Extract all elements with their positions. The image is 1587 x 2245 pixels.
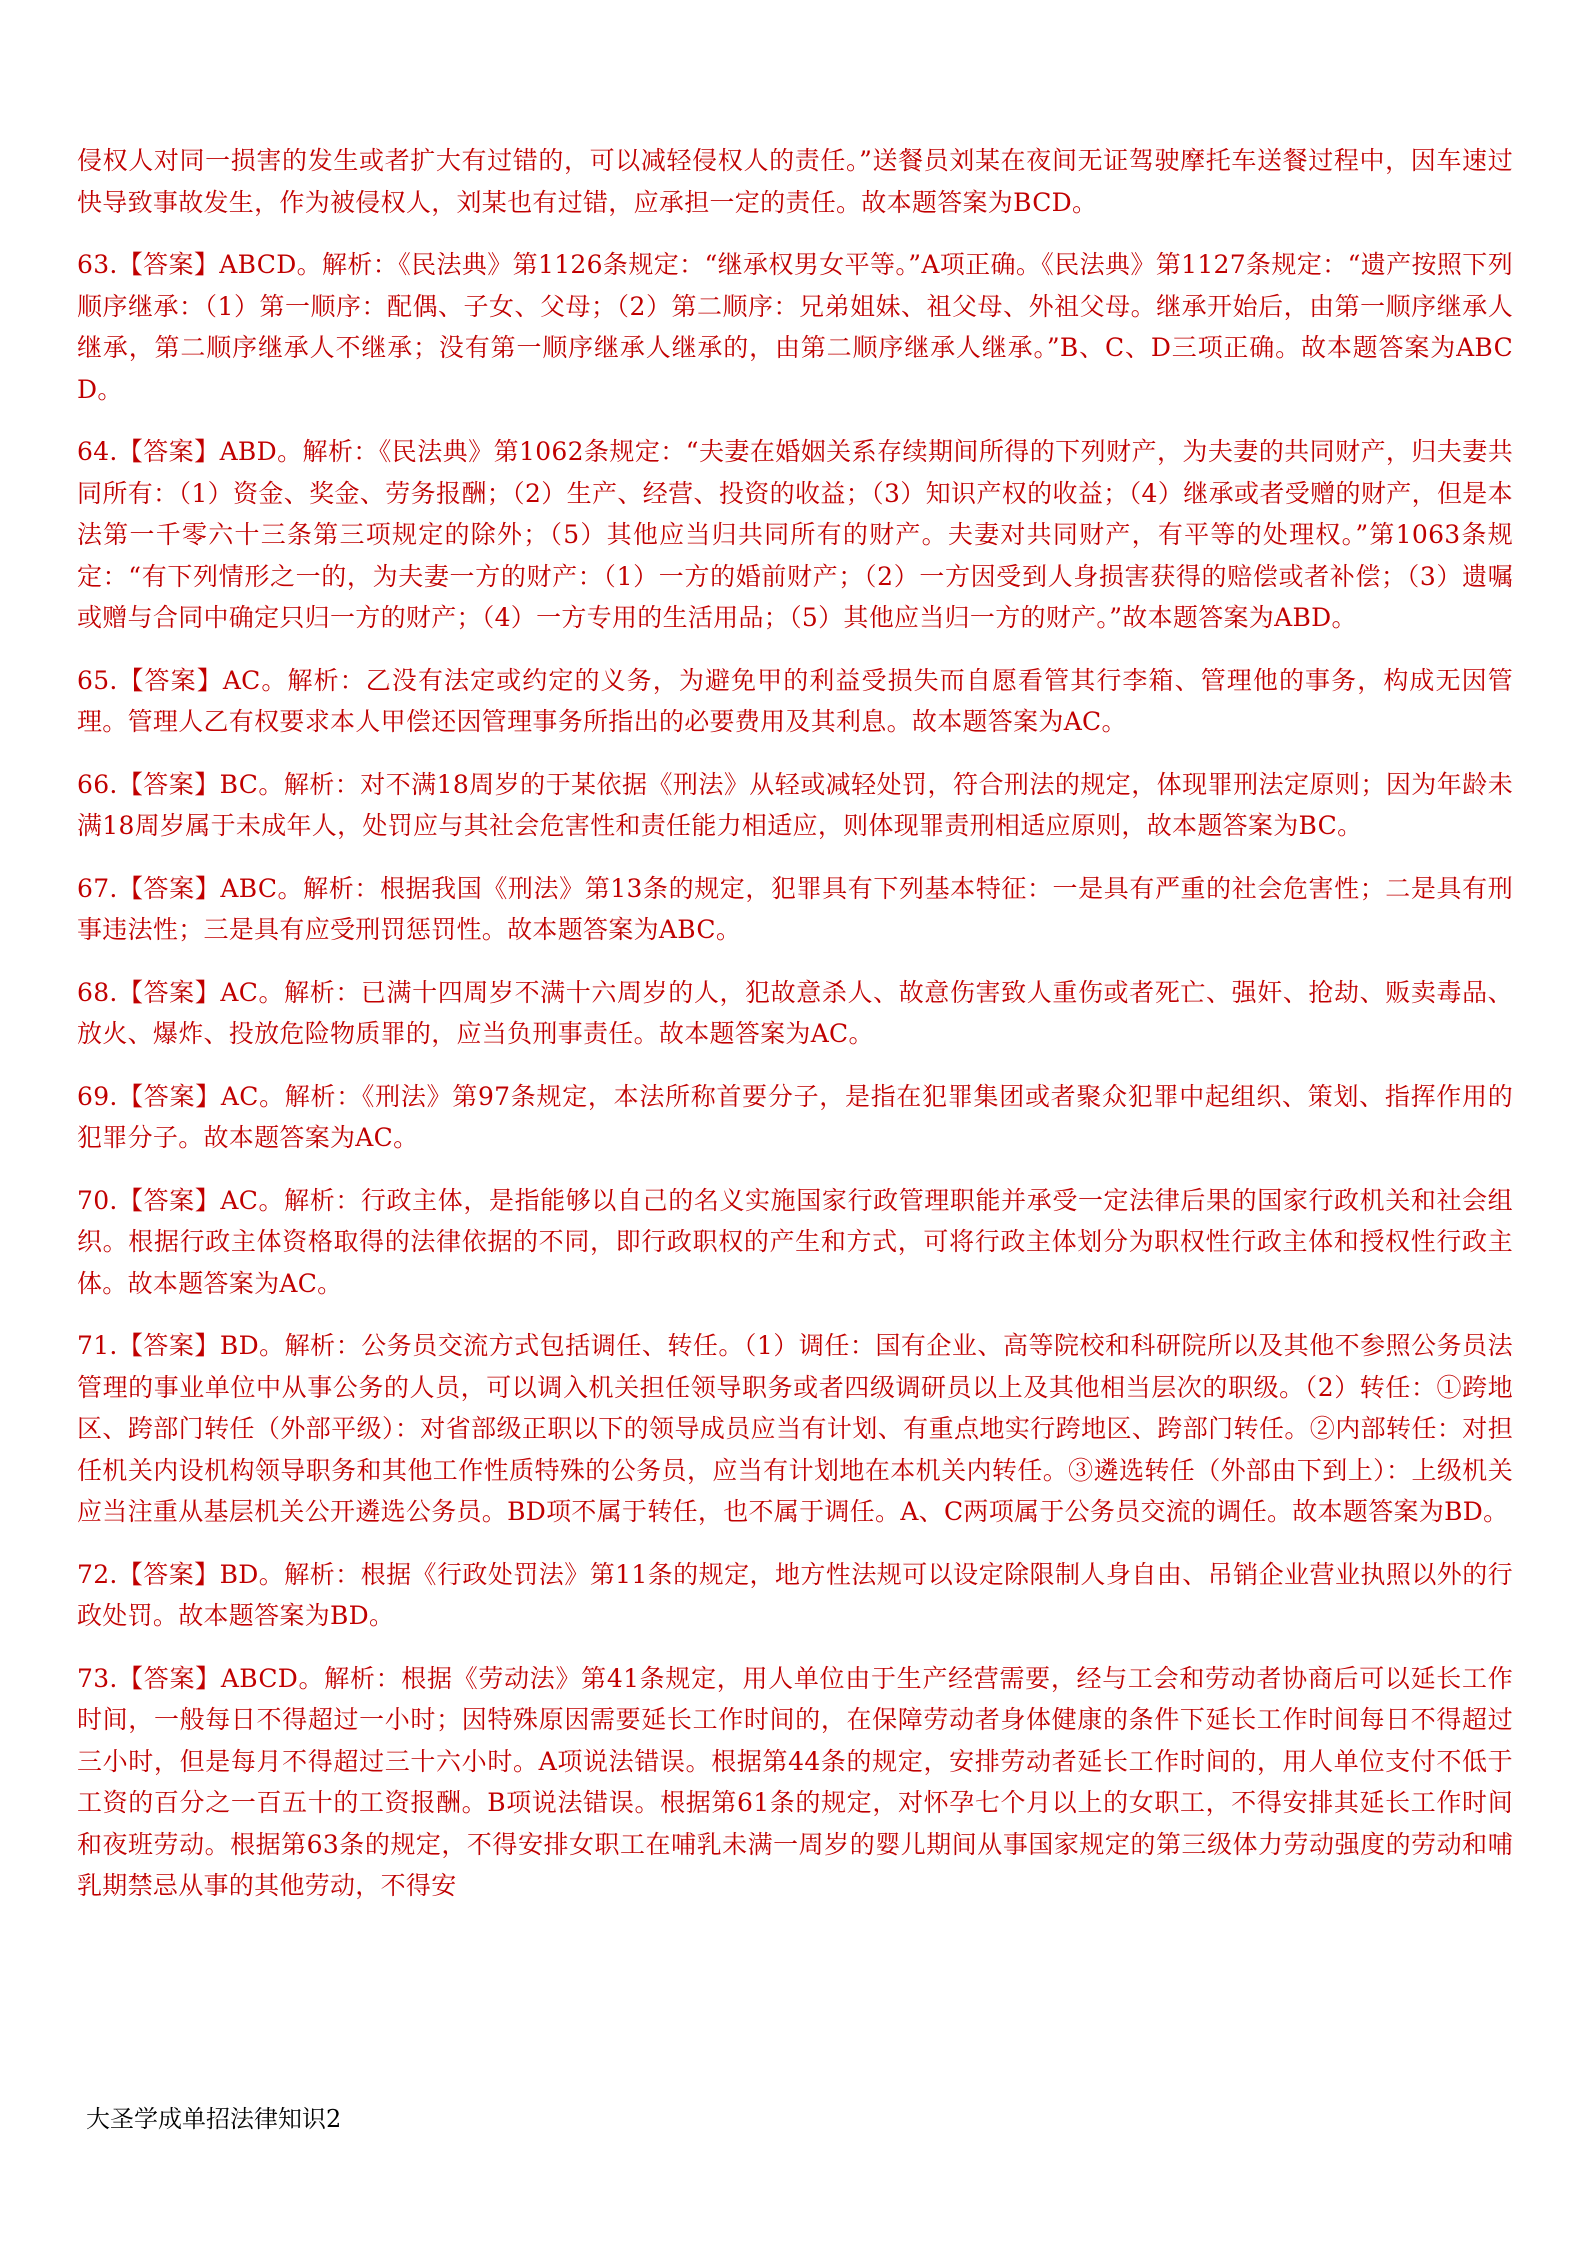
answer-65: 65.【答案】AC。解析：乙没有法定或约定的义务，为避免甲的利益受损失而自愿看管其行李箱、管理他的事务，构成无因管理。管理人乙有权要求本人甲偿还因管理事务所指出的必要费用及其利息。故本题答案为AC。	[77, 665, 1513, 736]
answer-69: 69.【答案】AC。解析：《刑法》第97条规定，本法所称首要分子，是指在犯罪集团或者聚众犯罪中起组织、策划、指挥作用的犯罪分子。故本题答案为AC。	[77, 1081, 1513, 1152]
answer-64: 64.【答案】ABD。解析：《民法典》第1062条规定：“夫妻在婚姻关系存续期间所得的下列财产，为夫妻的共同财产，归夫妻共同所有：（1）资金、奖金、劳务报酬；（2）生产、经营、投资的收益；（3）知识产权的收益；（4）继承或者受赠的财产，但是本法第一千零六十三条第三项规定的除外；（5）其他应当归共同所有的财产。夫妻对共同财产，有平等的处理权。”第1063条规定：“有下列情形之一的，为夫妻一方的财产：（1）一方的婚前财产；（2）一方因受到人身损害获得的赔偿或者补偿；（3）遗嘱或赠与合同中确定只归一方的财产；（4）一方专用的生活用品；（5）其他应当归一方的财产。”故本题答案为ABD。	[77, 437, 1513, 632]
paragraph-continuation: 侵权人对同一损害的发生或者扩大有过错的，可以减轻侵权人的责任。”送餐员刘某在夜间无证驾驶摩托车送餐过程中，因车速过快导致事故发生，作为被侵权人，刘某也有过错，应承担一定的责任。故本题答案为BCD。	[77, 146, 1513, 217]
answer-67: 67.【答案】ABC。解析：根据我国《刑法》第13条的规定，犯罪具有下列基本特征：一是具有严重的社会危害性；二是具有刑事违法性；三是具有应受刑罚惩罚性。故本题答案为ABC。	[77, 873, 1513, 944]
answer-71: 71.【答案】BD。解析：公务员交流方式包括调任、转任。（1）调任：国有企业、高等院校和科研院所以及其他不参照公务员法管理的事业单位中从事公务的人员，可以调入机关担任领导职务或者四级调研员以上及其他相当层次的职级。（2）转任：①跨地区、跨部门转任（外部平级）：对省部级正职以下的领导成员应当有计划、有重点地实行跨地区、跨部门转任。②内部转任：对担任机关内设机构领导职务和其他工作性质特殊的公务员，应当有计划地在本机关内转任。③遴选转任（外部由下到上）：上级机关应当注重从基层机关公开遴选公务员。BD项不属于转任，也不属于调任。A、C两项属于公务员交流的调任。故本题答案为BD。	[77, 1331, 1513, 1526]
answer-explanations	[77, 140, 1513, 1907]
page-footer: 大圣学成单招法律知识2	[86, 2105, 342, 2133]
answer-63: 63.【答案】ABCD。解析：《民法典》第1126条规定：“继承权男女平等。”A项正确。《民法典》第1127条规定：“遗产按照下列顺序继承：（1）第一顺序：配偶、子女、父母；（2）第二顺序：兄弟姐妹、祖父母、外祖父母。继承开始后，由第一顺序继承人继承，第二顺序继承人不继承；没有第一顺序继承人继承的，由第二顺序继承人继承。”B、C、D三项正确。故本题答案为ABCD。	[77, 250, 1513, 404]
answer-73: 73.【答案】ABCD。解析：根据《劳动法》第41条规定，用人单位由于生产经营需要，经与工会和劳动者协商后可以延长工作时间，一般每日不得超过一小时；因特殊原因需要延长工作时间的，在保障劳动者身体健康的条件下延长工作时间每日不得超过三小时，但是每月不得超过三十六小时。A项说法错误。根据第44条的规定，安排劳动者延长工作时间的，用人单位支付不低于工资的百分之一百五十的工资报酬。B项说法错误。根据第61条的规定，对怀孕七个月以上的女职工，不得安排其延长工作时间和夜班劳动。根据第63条的规定，不得安排女职工在哺乳未满一周岁的婴儿期间从事国家规定的第三级体力劳动强度的劳动和哺乳期禁忌从事的其他劳动，不得安	[77, 1663, 1513, 1900]
answer-68: 68.【答案】AC。解析：已满十四周岁不满十六周岁的人，犯故意杀人、故意伤害致人重伤或者死亡、强奸、抢劫、贩卖毒品、放火、爆炸、投放危险物质罪的，应当负刑事责任。故本题答案为AC。	[77, 977, 1513, 1048]
answer-72: 72.【答案】BD。解析：根据《行政处罚法》第11条的规定，地方性法规可以设定除限制人身自由、吊销企业营业执照以外的行政处罚。故本题答案为BD。	[77, 1559, 1513, 1630]
answer-66: 66.【答案】BC。解析：对不满18周岁的于某依据《刑法》从轻或减轻处罚，符合刑法的规定，体现罪刑法定原则；因为年龄未满18周岁属于未成年人，处罚应与其社会危害性和责任能力相适应，则体现罪责刑相适应原则，故本题答案为BC。	[77, 769, 1513, 840]
answer-70: 70.【答案】AC。解析：行政主体，是指能够以自己的名义实施国家行政管理职能并承受一定法律后果的国家行政机关和社会组织。根据行政主体资格取得的法律依据的不同，即行政职权的产生和方式，可将行政主体划分为职权性行政主体和授权性行政主体。故本题答案为AC。	[77, 1185, 1513, 1298]
